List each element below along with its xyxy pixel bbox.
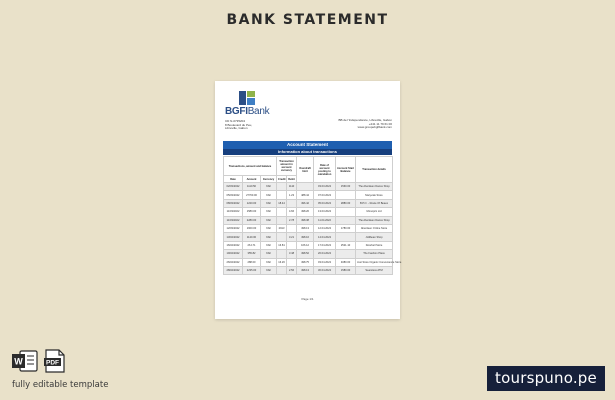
table-cell: 498.13 [297, 266, 314, 274]
column-group-header: Transactions, amount and balance [224, 157, 277, 176]
bank-logo [225, 91, 285, 121]
brand-badge[interactable]: tourspuno.pe [487, 366, 605, 391]
table-cell: 2521.10 [336, 241, 356, 249]
bank-address [339, 119, 392, 130]
table-cell: 1580.00 [243, 208, 261, 216]
table-cell: 1560.00 [336, 183, 356, 191]
table-cell: Doorbell Store [356, 241, 393, 249]
table-cell [336, 191, 356, 199]
table-cell: 2280.00 [243, 216, 261, 224]
table-cell [287, 258, 297, 266]
table-cell [277, 191, 287, 199]
table-cell: XAF [261, 250, 277, 258]
word-file-icon [12, 349, 38, 373]
table-cell: 166.12 [297, 241, 314, 249]
table-cell: 11.04.2022 [314, 216, 336, 224]
table-cell: 1110.50 [243, 183, 261, 191]
table-cell: 13/04/2022 [224, 233, 243, 241]
table-cell: 30.04.2022 [314, 266, 336, 274]
table-cell: 05.03.2022 [314, 199, 336, 207]
table-cell: 27760.00 [243, 191, 261, 199]
table-cell: 355.82 [243, 250, 261, 258]
table-cell: 12/03/2022 [224, 224, 243, 232]
table-cell: 1580.00 [336, 266, 356, 274]
table-cell: 498.26 [297, 208, 314, 216]
table-cell: Maryvale Store [356, 191, 393, 199]
table-row [224, 199, 393, 207]
table-cell: 288.00 [243, 258, 261, 266]
table-cell [277, 208, 287, 216]
pdf-file-icon [44, 349, 66, 373]
table-cell [297, 183, 314, 191]
table-cell: XAF [261, 191, 277, 199]
word-icon-letter: W [14, 356, 23, 367]
table-cell: 2880.00 [336, 199, 356, 207]
bank-logo-icon [239, 91, 255, 105]
address-line: +241 11 79 61 00 [368, 121, 392, 126]
table-cell [336, 208, 356, 216]
table-cell: 28/04/2022 [224, 266, 243, 274]
table-cell: 2913 [277, 224, 287, 232]
address-line: Libreville, Gabon [225, 126, 248, 131]
table-cell: 05/03/2022 [224, 191, 243, 199]
bank-name [225, 106, 269, 117]
column-header: Amount [243, 176, 261, 183]
table-cell: 19/04/2022 [224, 250, 243, 258]
table-cell: The Aberdeen Dance Shop [356, 216, 393, 224]
table-cell: 498.75 [297, 258, 314, 266]
table-cell: 11/03/2022 [224, 208, 243, 216]
table-cell: XAF [261, 258, 277, 266]
address-line: CD N-0735204 [225, 119, 246, 123]
file-format-icons [12, 347, 72, 375]
column-header: Debit [288, 177, 295, 181]
table-cell: 26.171 [243, 241, 261, 249]
column-header: Date [224, 176, 243, 183]
table-row [224, 191, 393, 199]
table-row [224, 208, 393, 216]
page-number: Page 1/1 [301, 297, 314, 301]
statement-document [215, 81, 400, 319]
column-header: Overdraft limit [297, 157, 314, 183]
table-cell: 13.03.2022 [314, 208, 336, 216]
table-cell: XAF [261, 266, 277, 274]
table-cell: XAF [261, 199, 277, 207]
table-cell: 03.03.2022 [314, 183, 336, 191]
table-cell: Seamless ATM [356, 266, 393, 274]
table-cell: 16.81 [277, 241, 287, 249]
table-row [224, 258, 393, 266]
info-title: Information about transactions [223, 149, 392, 155]
table-cell: 07.03.2022 [314, 191, 336, 199]
table-cell: 2235.00 [243, 266, 261, 274]
table-cell: 1600.00 [243, 224, 261, 232]
table-row [224, 241, 393, 249]
table-cell: 2.56 [287, 266, 297, 274]
table-cell: 16.26 [277, 258, 287, 266]
transactions-body [224, 183, 402, 275]
table-cell [277, 250, 287, 258]
table-cell [277, 266, 287, 274]
table-cell: 2.78 [287, 216, 297, 224]
table-cell: The Aberdeen Dance Shop [356, 183, 393, 191]
table-cell [336, 233, 356, 241]
address-line: 8 Boulevard du Peu, [225, 122, 253, 127]
column-header: Credit [278, 177, 286, 181]
column-header: Currency [261, 176, 277, 183]
table-cell: 14.04.2022 [314, 233, 336, 241]
table-cell: 498.52 [297, 250, 314, 258]
table-cell: XAF [261, 208, 277, 216]
table-cell: Just Store Organic Convenience Store [356, 258, 393, 266]
bank-name-bold: BGFI [225, 106, 248, 117]
table-cell [336, 250, 356, 258]
bank-name-light: Bank [247, 106, 270, 117]
column-header: Transaction amount in account currency [277, 157, 297, 176]
table-row [224, 250, 393, 258]
table-cell: XAF [261, 233, 277, 241]
table-cell: 4080.00 [336, 258, 356, 266]
table-cell: 1220.00 [243, 199, 261, 207]
table-cell: 496.42 [297, 199, 314, 207]
table-cell [277, 216, 287, 224]
table-cell [287, 199, 297, 207]
table-row [224, 266, 393, 274]
table-cell: B.P.O. - Route Of Beaux [356, 199, 393, 207]
table-cell: XAF [261, 224, 277, 232]
table-cell: 26/04/2022 [224, 258, 243, 266]
table-cell: Monoprix Ltd [356, 208, 393, 216]
table-cell: 498.38 [297, 216, 314, 224]
statement-title: Account Statement [223, 141, 392, 149]
table-cell: 16/04/2022 [224, 241, 243, 249]
column-header: Transaction details [356, 157, 393, 183]
table-cell: 1110 [287, 183, 297, 191]
address-line: www.groupebgfibank.com [357, 125, 392, 130]
table-cell: 3.21 [287, 233, 297, 241]
table-cell: 498.13 [297, 224, 314, 232]
table-cell: 1780.00 [336, 224, 356, 232]
page-heading: BANK STATEMENT [226, 12, 389, 28]
table-cell: 17.04.2022 [314, 241, 336, 249]
table-cell: 498.16 [297, 233, 314, 241]
column-header: Date of account posting to calculation [314, 157, 336, 183]
table-row [224, 183, 393, 191]
table-row [224, 233, 393, 241]
table-cell: 12.04.2022 [314, 224, 336, 232]
address-line: BB de l'Indépendance, Libreville, Gabon [338, 118, 392, 122]
table-cell: 18.44 [277, 199, 287, 207]
transactions-table [223, 156, 402, 275]
table-cell [277, 233, 287, 241]
table-cell: Jollibean Shop [356, 233, 393, 241]
table-cell: 488.44 [297, 191, 314, 199]
column-header: Account Start Balance [336, 157, 356, 183]
table-cell [287, 224, 297, 232]
pdf-icon-label: PDF [46, 359, 59, 367]
table-cell: 08/03/2022 [224, 199, 243, 207]
customer-address [225, 120, 252, 131]
table-cell [287, 241, 297, 249]
editable-template-label: fully editable template [12, 380, 109, 390]
table-cell: 20.04.2022 [314, 250, 336, 258]
table-cell: The Fashion Place [356, 250, 393, 258]
table-cell: XAF [261, 241, 277, 249]
table-cell: 11/03/2022 [224, 216, 243, 224]
table-cell [336, 216, 356, 224]
table-cell: 02/03/2022 [224, 183, 243, 191]
table-cell: 03.04.2022 [314, 258, 336, 266]
table-cell: 1120.00 [243, 233, 261, 241]
table-cell: 3.48 [287, 250, 297, 258]
table-row [224, 216, 393, 224]
table-cell: XAF [261, 216, 277, 224]
table-cell: 1.23 [287, 191, 297, 199]
table-cell: XAF [261, 183, 277, 191]
table-cell [277, 183, 287, 191]
table-row [224, 224, 393, 232]
table-cell: 4.66 [287, 208, 297, 216]
table-cell: Aberdeen Online Store [356, 224, 393, 232]
